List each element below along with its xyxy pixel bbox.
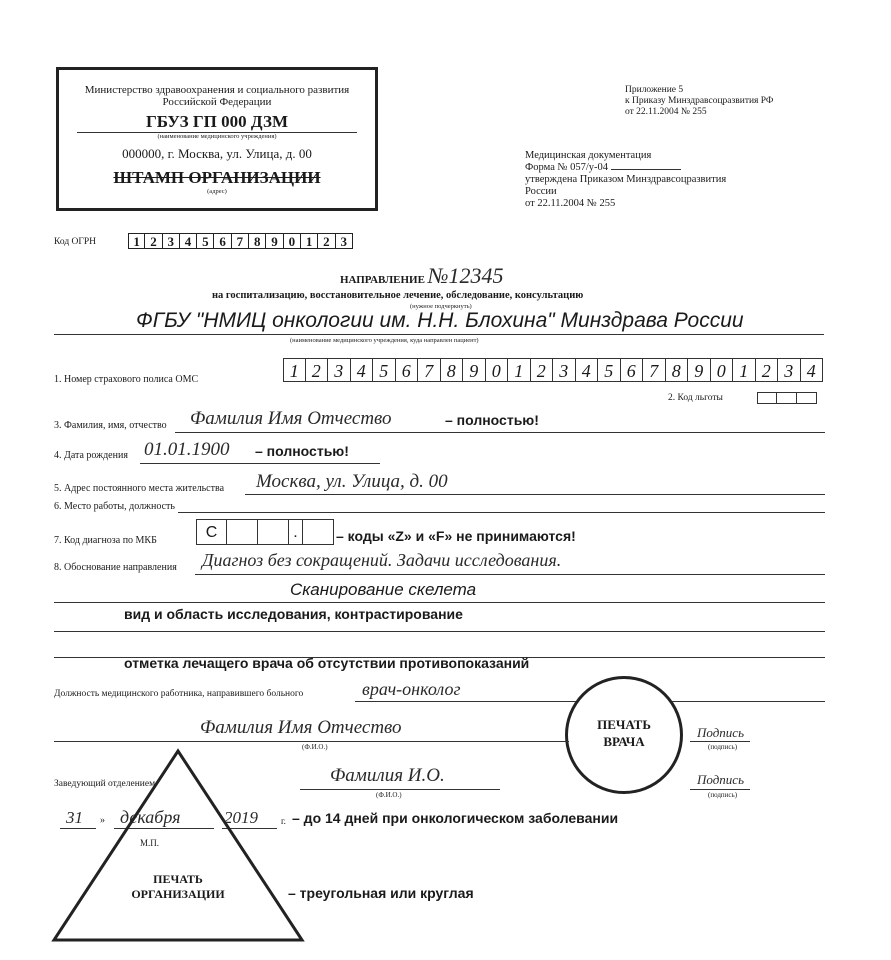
policy-digit: 5 — [373, 358, 396, 382]
doctor-fio: Фамилия Имя Отчество — [200, 717, 402, 738]
org-seal-line-2: ОРГАНИЗАЦИИ — [131, 887, 225, 901]
date-note: – до 14 дней при онкологическом заболевании — [292, 810, 619, 826]
dob-value: 01.01.1900 — [144, 439, 230, 460]
ogrn-digit: 4 — [180, 233, 197, 249]
fio-label: 3. Фамилия, имя, отчество — [54, 420, 167, 431]
doctor-seal-line-2: ВРАЧА — [603, 734, 645, 749]
ogrn-digit: 6 — [214, 233, 231, 249]
doctor-signature: Подпись — [697, 725, 744, 740]
medical-doc-line-2: Форма № 057/у-04 — [525, 162, 726, 174]
fio-note: – полностью! — [445, 412, 539, 428]
ogrn-digit: 1 — [128, 233, 145, 249]
policy-digit: 6 — [396, 358, 419, 382]
referral-number: №12345 — [427, 263, 504, 288]
destination-caption: (наименование медицинского учреждения, куда направлен пациент) — [290, 337, 479, 344]
ogrn-digit: 2 — [145, 233, 162, 249]
scan-text: Сканирование скелета — [290, 580, 477, 599]
position-value: врач-онколог — [362, 679, 461, 699]
date-day: 31 — [66, 808, 83, 827]
policy-digit: 9 — [463, 358, 486, 382]
study-text: вид и область исследования, контрастирование — [124, 606, 463, 622]
organization-stamp-box — [56, 67, 378, 211]
policy-digit: 8 — [441, 358, 464, 382]
medical-doc-line-1: Медицинская документация — [525, 150, 652, 161]
address-caption: (адрес) — [207, 188, 227, 195]
appendix-block — [625, 85, 773, 118]
reason-label: 8. Обоснование направления — [54, 562, 177, 573]
policy-digit: 1 — [508, 358, 531, 382]
ministry-line-1: Министерство здравоохранения и социального развития — [84, 84, 350, 96]
appendix-line-2: к Приказу Минздравсоцразвития РФ — [625, 96, 774, 106]
policy-digit: 3 — [553, 358, 576, 382]
policy-digit: 3 — [778, 358, 801, 382]
fio-value: Фамилия Имя Отчество — [190, 408, 392, 429]
mkb-letter: C — [196, 519, 227, 545]
mkb-digit — [258, 519, 289, 545]
organization-address: 000000, г. Москва, ул. Улица, д. 00 — [122, 146, 312, 161]
head-signature: Подпись — [697, 772, 744, 787]
referral-subtitle: на госпитализацию, восстановительное лечение, обследование, консультацию — [212, 290, 584, 301]
medical-doc-line-5: от 22.11.2004 № 255 — [525, 198, 616, 209]
ogrn-code-boxes — [128, 233, 353, 249]
date-suffix: г. — [281, 816, 286, 826]
policy-digit: 0 — [486, 358, 509, 382]
date-quote: » — [100, 815, 105, 826]
mkb-note: – коды «Z» и «F» не принимаются! — [336, 528, 576, 544]
mkb-dot: . — [289, 519, 303, 545]
org-seal-text — [108, 872, 248, 902]
address-label: 5. Адрес постоянного места жительства — [54, 483, 225, 494]
address-value: Москва, ул. Улица, д. 00 — [256, 471, 448, 492]
doctor-fio-caption: (Ф.И.О.) — [302, 743, 328, 751]
org-seal-line-1: ПЕЧАТЬ — [153, 872, 203, 886]
policy-digit: 7 — [643, 358, 666, 382]
doctor-sign-caption: (подпись) — [708, 743, 738, 751]
policy-digit: 4 — [801, 358, 824, 382]
head-label: Заведующий отделением — [54, 779, 156, 789]
ogrn-digit: 3 — [163, 233, 180, 249]
organization-name-caption: (наименование медицинского учреждения) — [157, 133, 277, 140]
ogrn-digit: 3 — [336, 233, 353, 249]
ogrn-digit: 7 — [232, 233, 249, 249]
lgota-label: 2. Код льготы — [668, 393, 723, 403]
ogrn-digit: 5 — [197, 233, 214, 249]
appendix-line-3: от 22.11.2004 № 255 — [625, 107, 707, 117]
dob-label: 4. Дата рождения — [54, 450, 128, 461]
head-fio: Фамилия И.О. — [330, 765, 445, 786]
date-month: декабря — [120, 807, 181, 827]
policy-digit: 0 — [711, 358, 734, 382]
referral-subtitle-caption: (нужное подчеркнуть) — [410, 303, 472, 310]
referral-title: НАПРАВЛЕНИЕ — [340, 274, 425, 286]
referral-title-row — [340, 263, 503, 289]
ministry-line-2: Российской Федерации — [162, 96, 272, 108]
mkb-digit — [303, 519, 334, 545]
policy-number-boxes — [283, 358, 823, 382]
mkb-label: 7. Код диагноза по МКБ — [54, 535, 157, 546]
ogrn-digit: 1 — [301, 233, 318, 249]
contraindications-text: отметка лечащего врача об отсутствии противопоказаний — [124, 655, 530, 671]
organization-name: ГБУЗ ГП 000 ДЗМ — [145, 112, 289, 131]
reason-value: Диагноз без сокращений. Задачи исследования. — [202, 550, 562, 570]
stamp-label: ШТАМП ОРГАНИЗАЦИИ — [113, 168, 321, 187]
policy-digit: 8 — [666, 358, 689, 382]
ogrn-digit: 9 — [266, 233, 283, 249]
doctor-seal-text — [565, 716, 683, 750]
medical-doc-line-4: России — [525, 186, 557, 197]
org-seal-note: – треугольная или круглая — [288, 885, 474, 901]
policy-digit: 1 — [733, 358, 756, 382]
policy-digit: 7 — [418, 358, 441, 382]
medical-doc-block — [525, 150, 726, 210]
policy-digit: 6 — [621, 358, 644, 382]
policy-digit: 5 — [598, 358, 621, 382]
policy-label: 1. Номер страхового полиса ОМС — [54, 374, 199, 385]
ogrn-digit: 2 — [318, 233, 335, 249]
policy-digit: 3 — [328, 358, 351, 382]
policy-digit: 4 — [576, 358, 599, 382]
mkb-code-boxes — [196, 519, 334, 545]
policy-digit: 4 — [351, 358, 374, 382]
policy-digit: 2 — [531, 358, 554, 382]
work-label: 6. Место работы, должность — [54, 501, 175, 512]
head-sign-caption: (подпись) — [708, 791, 738, 799]
policy-digit: 2 — [756, 358, 779, 382]
appendix-line-1: Приложение 5 — [625, 85, 684, 95]
ogrn-digit: 8 — [249, 233, 266, 249]
date-year: 2019 — [224, 808, 258, 827]
mp-label: М.П. — [140, 838, 160, 848]
policy-digit: 1 — [283, 358, 306, 382]
destination-institution: ФГБУ "НМИЦ онкологии им. Н.Н. Блохина" Минздрава России — [136, 309, 744, 332]
head-fio-caption: (Ф.И.О.) — [376, 791, 402, 799]
policy-digit: 2 — [306, 358, 329, 382]
doctor-seal-line-1: ПЕЧАТЬ — [597, 717, 651, 732]
medical-doc-line-3: утверждена Приказом Минздравсоцразвития — [525, 174, 727, 185]
lgota-boxes — [757, 392, 817, 404]
ogrn-label: Код ОГРН — [54, 237, 97, 247]
policy-digit: 9 — [688, 358, 711, 382]
organization-seal-triangle — [50, 748, 306, 944]
position-label: Должность медицинского работника, направившего больного — [54, 689, 304, 699]
ogrn-digit: 0 — [284, 233, 301, 249]
dob-note: – полностью! — [255, 443, 349, 459]
mkb-digit — [227, 519, 258, 545]
